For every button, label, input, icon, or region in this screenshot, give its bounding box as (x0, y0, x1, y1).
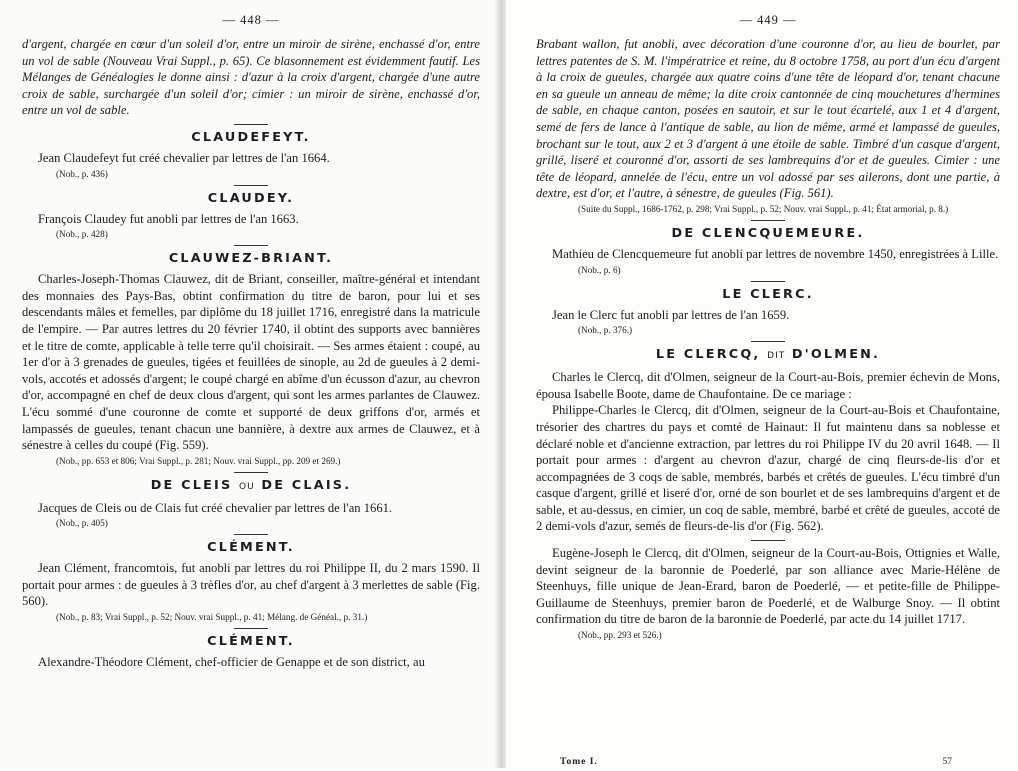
page-number: — 448 — (222, 13, 280, 27)
entry-title: DE CLENCQUEMEURE. (671, 225, 865, 241)
entry-title: LE CLERC. (722, 286, 814, 302)
title-connector: OU (239, 481, 255, 492)
entry-text: Jean le Clerc fut anobli par lettres de l'an 1659. (552, 307, 790, 322)
entry-text: Jacques de Cleis ou de Clais fut créé chevalier par lettres de l'an 1661. (38, 500, 393, 515)
entry-text: Mathieu de Clencquemeure fut anobli par lettres de novembre 1450, enregistrées à Lille. (552, 246, 999, 261)
entry-title: CLAUDEFEYT. (191, 129, 311, 145)
entry-title: CLAUWEZ-BRIANT. (168, 251, 334, 267)
continued-paragraph: d'argent, chargée en cœur d'un soleil d'or, entre un miroir de sirène, enchassé d'or, entre un vol de sable (Nouveau Vrai Suppl., p. 65). Ce blasonnement est évidemment fautif. Les Mélanges de Généalogies le donne ainsi : d'azur à la croix d'argent, chargée d'une autre croix de sable, surchargée d'un soleil d'or; cimier : un miroir de sirène, enchassé d'or, entre un vol de sable. (22, 37, 480, 118)
source-note: (Nob., p. 6) (578, 264, 621, 275)
entry-title: CLÉMENT. (207, 540, 295, 556)
entry-text: Jean Claudefeyt fut créé chevalier par lettres de l'an 1664. (38, 150, 330, 165)
divider (234, 534, 268, 535)
title-part: D'OLMEN. (791, 347, 881, 363)
entry-text: Philippe-Charles le Clercq, dit d'Olmen, seigneur de la Court-au-Bois et Chaufontaine, trésorier des chartres du pays et comté de Hainaut: Il fut maintenu dans sa noblesse et déclaré noble et d'ancienne extraction, par lettres du roi Philippe IV du 20 avril 1648. — Il portait pour armes : d'argent au chevron d'azur, chargé de cinq fleurs-de-lis d'or et accompagnées de 3 coqs de sable, membrés, barbés et crêtés de gueules. L'écu timbré d'un casque d'argent, grillé et liseré d'or, orné de son bourlet et de ses lambrequins d'argent et de sable, et au-dessus, en cimier, un coq de sable, membré, barbé et crêté de gueules, accoté de 2 demi-vols d'azur, semés de fleurs-de-lis d'or (Fig. 562). (536, 403, 1000, 534)
entry-title: CLÉMENT. (207, 634, 295, 650)
divider (751, 281, 785, 282)
divider (234, 628, 268, 629)
page-number: — 449 — (739, 13, 797, 27)
continued-paragraph: Brabant wallon, fut anobli, avec décoration d'une couronne d'or, au lieu de bourlet, par lettres patentes de S. M. l'impératrice et reine, du 8 octobre 1758, au port d'un écu d'argent à la croix de gueules, chargée aux quatre coins d'une tête de léopard d'or, tenant chacune en sa gueule un anneau de même; la dite croix cantonnée de cinq mouchetures d'hermines de sable, en chaque canton, posées en sautoir, et sur le tout écartelé, aux 1 et 4 d'argent, semé de fers de lance à l'antique de sable, au lion de même, armé et lampassé de gueules, brochant sur le tout, aux 2 et 3 d'argent à une étoile de sable. Timbré d'un casque d'argent, grillé, liseré et couronné d'or, assorti de ses lambrequins d'or et de gueules. Cimier : une tête de léopard, annelée de l'écu, entre un vol adossé par ses ailerons, dont une partie, à dextre, est d'or, et l'autre, à sénestre, de gueules (Fig. 561). (536, 37, 1000, 201)
source-note: (Nob., p. 436) (56, 168, 108, 179)
entry-text: Charles-Joseph-Thomas Clauwez, dit de Briant, conseiller, maître-général et intendant des monnaies des Pays-Bas, obtint confirmation du titre de baron, pour lui et ses descendants mâles et femelles, par diplôme du 18 juillet 1716, enregistré dans la matricule de l'empire. — Par autres lettres du 20 février 1740, il obtint des supports avec bannières et le titre de comte, applicable à telle terre qu'il choisirait. — Ses armes étaient : coupé, au 1er d'or à 3 grenades de gueules, tigées et feuillées de sinople, au 2d de gueules à 2 demi-vols, accotés et adossés d'argent; le coupé chargé en abîme d'un écusson d'azur, au chevron d'or, accompagné en chef de deux clous d'argent, qui sont les armes parlantes de Clauwez. L'écu sommé d'une couronne de comte et supporté de deux griffons d'or, armés et lampassés de gueules, tenant chacun une bannière, à dextre aux armes de Clauwez, et à sénestre à celles du coupé (Fig. 559). (22, 272, 480, 453)
title-part: DE CLAIS. (261, 477, 352, 493)
left-page (0, 0, 500, 768)
source-note: (Nob., p. 376.) (578, 325, 633, 336)
entry-text: Charles le Clercq, dit d'Olmen, seigneur de la Court-au-Bois, premier échevin de Mons, épousa Isabelle Boote, dame de Chaufontaine. De ce mariage : (536, 370, 1000, 401)
entry-title: CLAUDEY. (207, 190, 295, 206)
source-note: (Nob., pp. 293 et 526.) (578, 630, 662, 641)
divider (751, 220, 785, 221)
entry-text: François Claudey fut anobli par lettres de l'an 1663. (38, 211, 299, 226)
title-connector: DIT (767, 351, 786, 362)
divider (234, 185, 268, 186)
title-part: DE CLEIS (150, 477, 233, 493)
source-note: (Nob., pp. 653 et 806; Vrai Suppl., p. 281; Nouv. vrai Suppl., pp. 209 et 269.) (56, 455, 341, 466)
divider (751, 540, 785, 541)
divider (234, 472, 268, 473)
signature-mark: 57 (942, 757, 952, 767)
volume-label: Tome I. (560, 757, 598, 767)
source-note: (Nob., p. 83; Vrai Suppl., p. 52; Nouv. vrai Suppl., p. 41; Mélang. de Généal., p. 31.) (56, 612, 368, 623)
divider (234, 245, 268, 246)
divider (234, 124, 268, 125)
right-page (506, 0, 1018, 768)
entry-title (536, 346, 1000, 365)
entry-text: Alexandre-Théodore Clément, chef-officier de Genappe et de son district, au (38, 655, 425, 670)
entry-text: Jean Clément, francomtois, fut anobli par lettres du roi Philippe II, du 2 mars 1590. Il portait pour armes : de gueules à 3 trèfles d'or, au chef d'argent à 3 merlettes de sable (Fig. 560). (22, 561, 480, 609)
source-note: (Nob., p. 428) (56, 229, 108, 240)
title-part: LE CLERCQ, (655, 347, 761, 363)
divider (751, 341, 785, 342)
entry-text: Eugène-Joseph le Clercq, dit d'Olmen, seigneur de la Court-au-Bois, Ottignies et Walle, devint seigneur de la baronnie de Poederlé, par son alliance avec Marie-Hélène de Steenhuys, fille unique de Jean-Erard, baron de Poederlé, — et petite-fille de Philippe-Guillaume de Steenhuys, premier baron de Poederlé, et de Walburge Snoy. — Il obtint confirmation du titre de baron de la baronnie de Poederlé, par acte du 14 juillet 1717. (536, 546, 1000, 627)
source-note: (Nob., p. 405) (56, 518, 108, 529)
source-note: (Suite du Suppl., 1686-1762, p. 298; Vrai Suppl., p. 52; Nouv. vrai Suppl., p. 41; État armorial, p. 8.) (578, 203, 949, 214)
entry-title (22, 477, 480, 496)
